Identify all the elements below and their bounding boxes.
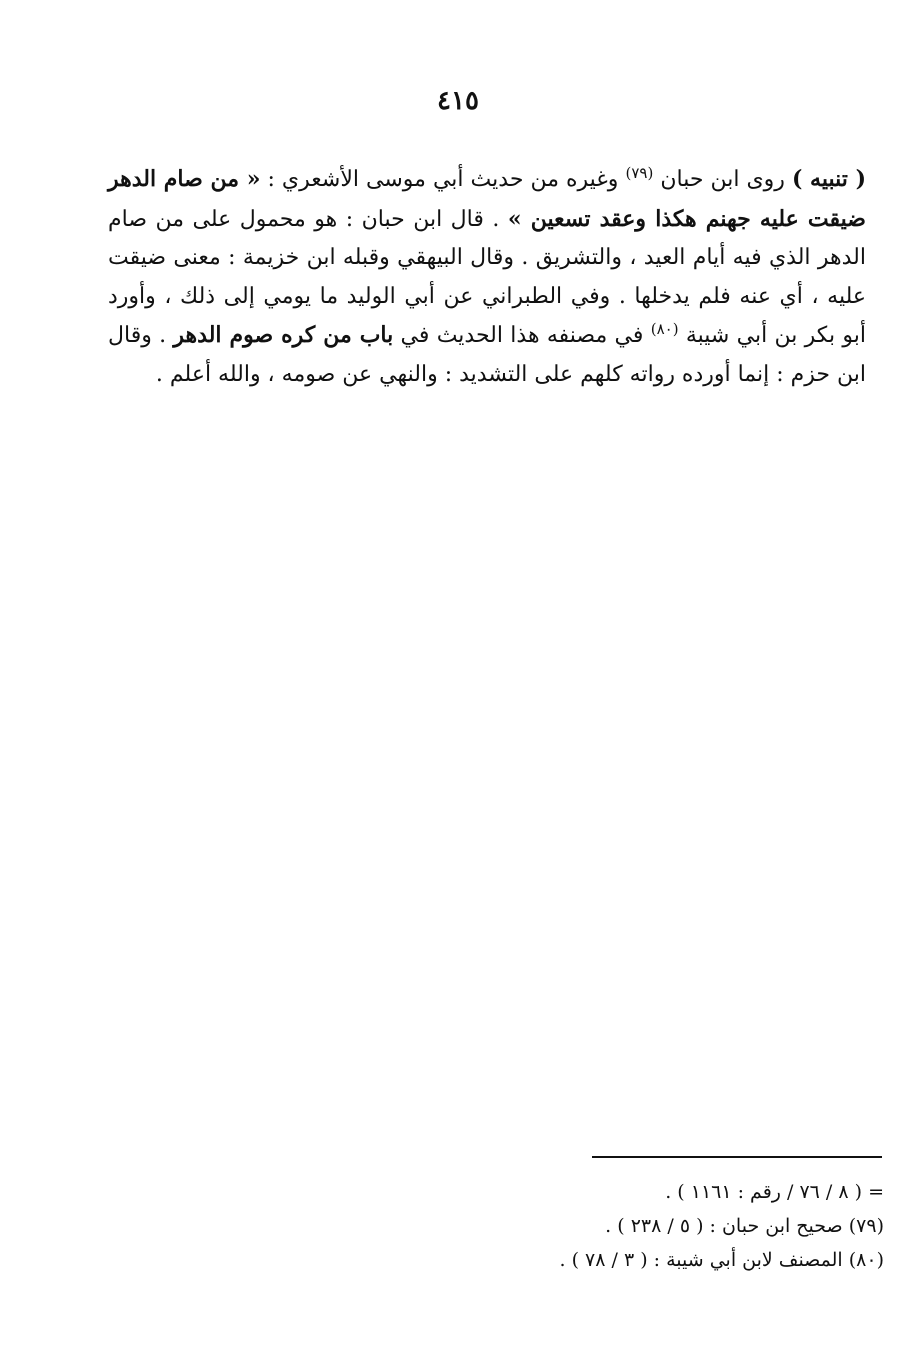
footnotes	[404, 1175, 884, 1277]
text-segment: في مصنفه هذا الحديث في	[393, 323, 651, 348]
footnote-79: (٧٩) صحيح ابن حبان : ( ٥ / ٢٣٨ ) .	[605, 1215, 884, 1237]
page-number: ٤١٥	[437, 86, 479, 116]
text-segment: . قال ابن حبان : هو محمول على من صام الدهر الذي فيه أيام العيد ، والتشريق . وقال البيهقي وقبله ابن خزيمة : معنى ضيقت عليه ، أي عنه فلم يدخلها . وفي الطبراني عن أبي الوليد ما يومي إلى ذلك ، وأورد أبو بكر بن أبي شيبة	[108, 206, 866, 348]
text-segment: روى ابن حبان	[653, 167, 792, 192]
footnote-ref-80: (٨٠)	[650, 320, 679, 338]
hadith-quote: « من صام الدهر ضيقت عليه جهنم هكذا وعقد تسعين »	[108, 166, 866, 232]
footnote-continuation: = ( ٨ / ٧٦ / رقم : ١١٦١ ) .	[665, 1181, 884, 1203]
chapter-title: باب من كره صوم الدهر	[173, 322, 394, 348]
text-segment: . وقال ابن حزم : إنما أورده رواته كلهم على التشديد : والنهي عن صومه ، والله أعلم .	[108, 323, 866, 387]
footnote-ref-79: (٧٩)	[625, 164, 654, 182]
footnote-divider	[592, 1156, 882, 1158]
paragraph-text	[108, 160, 866, 394]
main-paragraph	[108, 160, 866, 394]
text-segment: وغيره من حديث أبي موسى الأشعري :	[260, 167, 626, 192]
footnote-80: (٨٠) المصنف لابن أبي شيبة : ( ٣ / ٧٨ ) .	[559, 1249, 884, 1271]
note-heading: ( تنبيه )	[791, 166, 866, 192]
